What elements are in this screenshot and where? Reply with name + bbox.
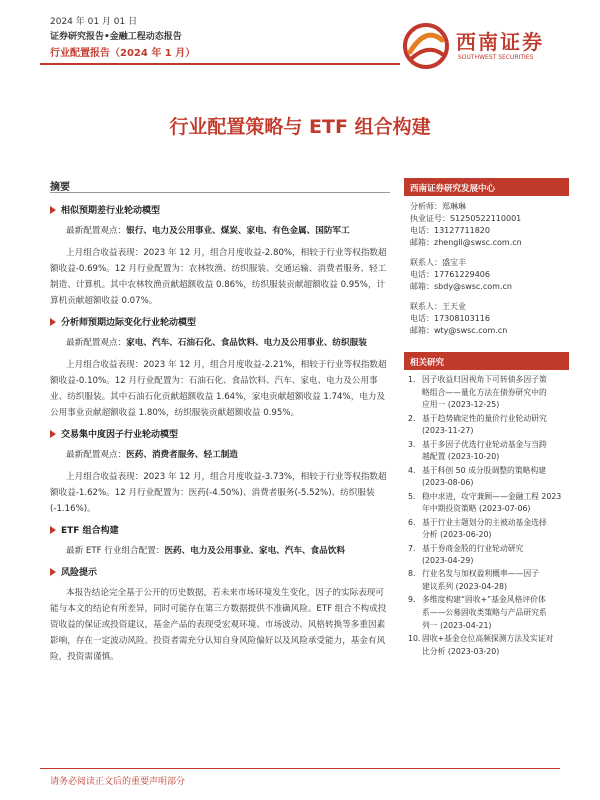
report-series: 证券研究报告•金融工程动态报告 (50, 32, 182, 42)
bullet-triangle-icon (50, 206, 56, 214)
related-item-text (422, 439, 547, 464)
section-paragraph (50, 585, 392, 665)
section-paragraph (50, 357, 392, 421)
section-paragraph (50, 223, 392, 239)
paragraph-highlight: 医药、电力及公用事业、家电、汽车、食品饮料 (164, 546, 345, 556)
analyst-email[interactable]: 邮箱：wty@swsc.com.cn (410, 326, 508, 335)
section-heading-text: 分析师预期边际变化行业轮动模型 (61, 318, 197, 328)
related-list (404, 370, 569, 658)
related-item-line: 应用一 (2023-12-25) (422, 400, 500, 410)
analyst-line: 联系人：王天业 (410, 302, 466, 311)
section-paragraph (50, 469, 392, 517)
paragraph-lead: 最新配置观点： (66, 450, 127, 460)
analyst-heading: 西南证券研究发展中心 (404, 178, 569, 196)
related-item-number: 6. (408, 517, 416, 527)
paragraph-text: 本报告结论完全基于公开的历史数据，若未来市场环境发生变化，因子的实际表现可能与本文的结论有所差异，同时可能存在第三方数据提供不准确风险。ETF 组合不构成投资收益的保证或投资建议，基金产品的表现受宏观环境、市场波动、风格转换等多重因素影响，存在一定波动风险。投资者需充分认知自身风险偏好以及风险承受能力，基金有风险，投资需谨慎。 (50, 588, 387, 662)
related-item-text (422, 594, 547, 632)
section-heading (50, 523, 392, 536)
summary-section (50, 565, 392, 665)
related-item-line: 基于行业主题划分的主被动基金选择 (422, 517, 547, 527)
section-paragraph (50, 245, 392, 309)
bullet-triangle-icon (50, 568, 56, 576)
related-item-text (422, 543, 523, 568)
related-item-line: 多维度构建“固收+”基金风格评价体 (422, 595, 546, 605)
related-item-line: 系——公募固收类策略与产品研究系 (422, 608, 547, 618)
related-item-text (422, 517, 547, 542)
section-heading (50, 427, 392, 440)
related-item-line: 比分析 (2023-03-20) (422, 646, 500, 656)
related-item-line: 越配置 (2023-10-20) (422, 452, 500, 462)
summary-body (50, 198, 392, 671)
bullet-triangle-icon (50, 526, 56, 534)
paragraph-text: 上月组合收益表现：2023 年 12 月，组合月度收益-3.73%，相较于行业等权指数超额收益-1.62%。12 月行业配置为：医药(-4.50%)、消费者服务(-5.52%)、纺织服装(-1.16%)。 (50, 472, 387, 514)
paragraph-lead: 最新配置观点： (66, 338, 127, 348)
analyst-line: 联系人：盛宝丰 (410, 258, 466, 267)
section-heading-text: 相似预期差行业轮动模型 (61, 206, 161, 216)
related-item-line: 分析 (2023-06-20) (422, 530, 492, 540)
related-item[interactable] (408, 465, 567, 490)
swsc-logo-icon (402, 22, 450, 70)
related-item[interactable] (408, 543, 567, 568)
paragraph-text: 上月组合收益表现：2023 年 12 月，组合月度收益-2.21%，相较于行业等权指数超额收益-0.10%。12 月行业配置为：石油石化、食品饮料、汽车、家电、电力及公用事业、纺织服装。其中石油石化贡献超额收益 1.64%，家电贡献超额收益 1.74%，电力及公用事业贡献超额收益 1.80%，纺织服装贡献超额收益 0.95%。 (50, 360, 387, 418)
related-item[interactable] (408, 413, 567, 438)
summary-section (50, 427, 392, 517)
paragraph-highlight: 医药、消费者服务、轻工制造 (126, 450, 238, 460)
related-item-line: 基于多因子优选行业轮动基金与当跨 (422, 439, 547, 449)
paragraph-lead: 最新 ETF 行业组合配置： (66, 546, 165, 556)
analyst-line: 电话：17761229406 (410, 270, 490, 279)
analyst-email[interactable]: 邮箱：sbdy@swsc.com.cn (410, 282, 512, 291)
related-item-line: 固收+基金仓位高频探测方法及实证对 (422, 634, 554, 644)
related-item[interactable] (408, 517, 567, 542)
analyst-line: 分析师：郑琳琳 (410, 202, 466, 211)
paragraph-highlight: 家电、汽车、石油石化、食品饮料、电力及公用事业、纺织服装 (126, 338, 367, 348)
bullet-triangle-icon (50, 318, 56, 326)
related-item-line: (2023-08-06) (422, 478, 474, 488)
section-heading-text: 风险提示 (61, 568, 98, 578)
related-item-number: 5. (408, 491, 416, 501)
analyst-contacts (404, 196, 569, 342)
analyst-email[interactable]: 邮箱：zhengll@swsc.com.cn (410, 238, 522, 247)
related-item-number: 10. (408, 634, 421, 644)
related-item-number: 3. (408, 439, 416, 449)
related-item-line: (2023-04-29) (422, 556, 474, 566)
related-item-text (422, 413, 547, 438)
related-item-number: 8. (408, 569, 416, 579)
related-item-line: 行业名发与加权盈利概率——因子 (422, 569, 539, 579)
section-heading-text: 交易集中度因子行业轮动模型 (61, 430, 179, 440)
footer-divider (40, 768, 560, 769)
related-item-number: 7. (408, 543, 416, 553)
sidebar (404, 178, 569, 659)
related-item[interactable] (408, 568, 567, 593)
section-heading-text: ETF 组合构建 (61, 526, 119, 536)
related-item-line: (2023-11-27) (422, 426, 474, 436)
related-item-number: 4. (408, 465, 416, 475)
summary-section (50, 523, 392, 559)
report-title: 行业配置策略与 ETF 组合构建 (169, 116, 431, 138)
related-item-text (422, 465, 546, 490)
logo-name-cn: 西南证券 (456, 30, 544, 54)
related-item-text (422, 374, 547, 412)
paragraph-highlight: 银行、电力及公用事业、煤炭、家电、有色金属、国防军工 (126, 226, 350, 236)
related-item[interactable] (408, 594, 567, 632)
related-item-line: 基于趋势确定性的量价行业轮动研究 (422, 413, 547, 423)
report-type: 行业配置报告（2024 年 1 月） (50, 48, 196, 59)
analyst-line: 电话：13127711820 (410, 226, 490, 235)
related-item-line: 稳中求进，攻守兼顾——金融工程 2023 (422, 491, 562, 501)
summary-section (50, 203, 392, 309)
related-item[interactable] (408, 633, 567, 658)
related-item-number: 2. (408, 413, 416, 423)
related-item-line: 年中期投资策略 (2023-07-06) (422, 504, 531, 514)
related-item-line: 建议系列 (2023-04-28) (422, 582, 508, 592)
related-item-text (422, 568, 539, 593)
report-date: 2024 年 01 月 01 日 (50, 17, 138, 27)
related-item-line: 略组合——量化方法在债券研究中的 (422, 387, 547, 397)
disclaimer-note: 请务必阅读正文后的重要声明部分 (50, 777, 186, 787)
section-heading (50, 315, 392, 328)
related-item-text (422, 633, 553, 658)
section-paragraph (50, 543, 392, 559)
logo-name-en: SOUTHWEST SECURITIES (458, 54, 534, 61)
related-item-text (422, 491, 561, 516)
related-item-line: 基于券商金股的行业轮动研究 (422, 543, 524, 553)
header-divider (40, 63, 400, 65)
summary-section (50, 315, 392, 421)
related-item-line: 基于科创 50 成分股调整的策略构建 (422, 465, 547, 475)
section-heading (50, 565, 392, 578)
related-item[interactable] (408, 491, 567, 516)
company-logo (402, 22, 562, 70)
paragraph-lead: 最新配置观点： (66, 226, 127, 236)
analyst-line: 执业证号：S1250522110001 (410, 214, 522, 223)
related-research (404, 352, 569, 658)
summary-label: 摘要 (50, 182, 70, 193)
section-paragraph (50, 335, 392, 351)
summary-divider (50, 192, 390, 193)
related-item-number: 9. (408, 595, 416, 605)
section-paragraph (50, 447, 392, 463)
related-item-line: 列一 (2023-04-21) (422, 620, 492, 630)
related-item-line: 因子收益归因视角下可转债多因子策 (422, 375, 547, 384)
related-heading: 相关研究 (404, 352, 569, 370)
bullet-triangle-icon (50, 430, 56, 438)
related-item-number: 1. (408, 375, 416, 384)
section-heading (50, 203, 392, 216)
analyst-line: 电话：17308103116 (410, 314, 490, 323)
related-item[interactable] (408, 439, 567, 464)
related-item[interactable] (408, 374, 567, 412)
paragraph-text: 上月组合收益表现：2023 年 12 月，组合月度收益-2.80%，相较于行业等权指数超额收益-0.69%。12 月行业配置为：农林牧渔、纺织服装、交通运输、消费者服务、轻工制造、计算机。其中农林牧渔贡献超额收益 0.86%，纺织服装贡献超额收益 0.95%，计算机贡献超额收益 0.07%。 (50, 248, 387, 306)
